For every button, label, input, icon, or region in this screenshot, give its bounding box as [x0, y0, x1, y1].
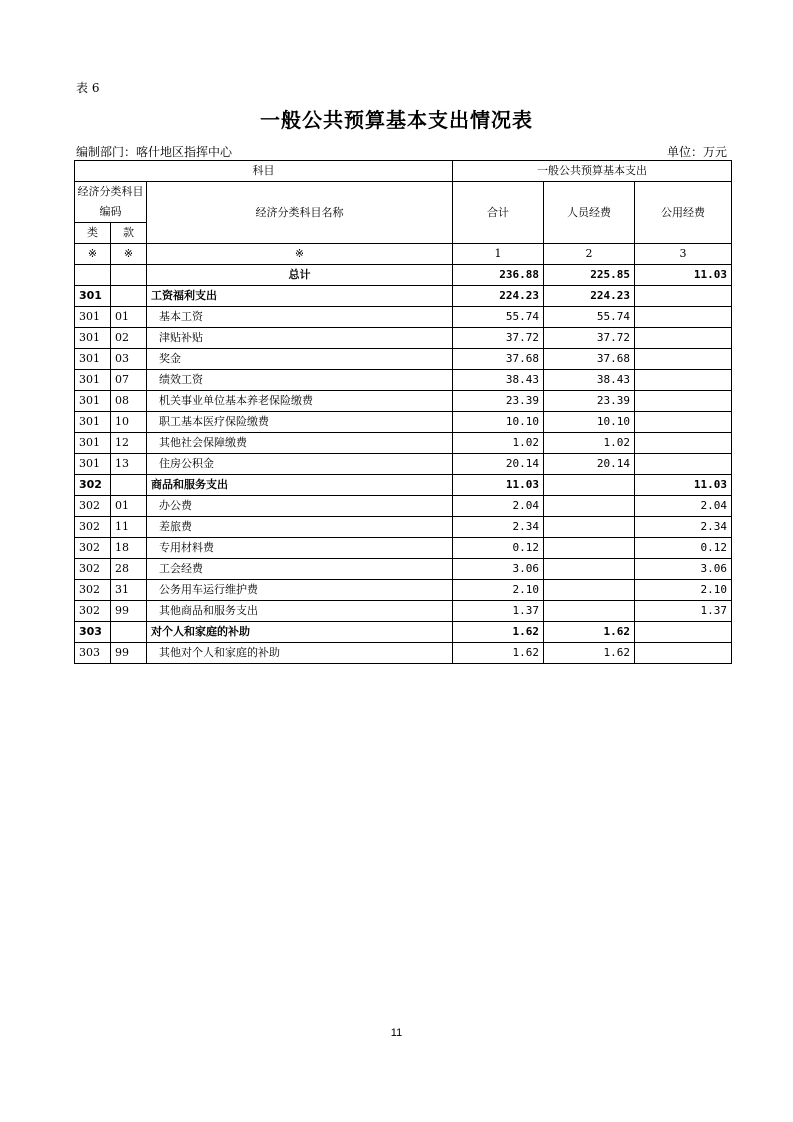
- cell-kuan: [111, 475, 147, 496]
- cell-lei: 303: [75, 622, 111, 643]
- cell-public: 1.37: [635, 601, 732, 622]
- cell-lei: 301: [75, 349, 111, 370]
- cell-total: 10.10: [453, 412, 544, 433]
- cell-total: 0.12: [453, 538, 544, 559]
- cell-total: 224.23: [453, 286, 544, 307]
- cell-lei: 302: [75, 580, 111, 601]
- header-econ-name: 经济分类科目名称: [147, 182, 453, 244]
- cell-name: 差旅费: [147, 517, 453, 538]
- header-personnel: 人员经费: [544, 182, 635, 244]
- total-personnel: 225.85: [544, 265, 635, 286]
- cell-public: [635, 349, 732, 370]
- cell-lei: 301: [75, 328, 111, 349]
- cell-personnel: 1.62: [544, 622, 635, 643]
- cell-public: [635, 643, 732, 664]
- mark-cell: ※: [75, 244, 111, 265]
- cell-name: 住房公积金: [147, 454, 453, 475]
- cell-kuan: [111, 622, 147, 643]
- total-label: 总计: [147, 265, 453, 286]
- header-subject: 科目: [75, 161, 453, 182]
- cell-personnel: 37.72: [544, 328, 635, 349]
- cell-name: 绩效工资: [147, 370, 453, 391]
- cell-name: 其他商品和服务支出: [147, 601, 453, 622]
- cell-public: [635, 370, 732, 391]
- cell-public: [635, 433, 732, 454]
- cell-personnel: 1.62: [544, 643, 635, 664]
- cell-name: 职工基本医疗保险缴费: [147, 412, 453, 433]
- cell-kuan: 03: [111, 349, 147, 370]
- cell-lei: 302: [75, 601, 111, 622]
- table-row: [75, 580, 732, 601]
- cell-lei: 302: [75, 538, 111, 559]
- table-row: [75, 433, 732, 454]
- cell-personnel: 38.43: [544, 370, 635, 391]
- col-index-1: 1: [453, 244, 544, 265]
- cell-kuan: 13: [111, 454, 147, 475]
- table-row: [75, 559, 732, 580]
- cell-personnel: [544, 496, 635, 517]
- cell-kuan: 99: [111, 601, 147, 622]
- cell-total: 1.62: [453, 622, 544, 643]
- cell-public: [635, 328, 732, 349]
- page-number: 11: [390, 1027, 403, 1039]
- cell-total: 20.14: [453, 454, 544, 475]
- header-budget-basic: 一般公共预算基本支出: [453, 161, 732, 182]
- cell-total: 2.34: [453, 517, 544, 538]
- cell-name: 工资福利支出: [147, 286, 453, 307]
- table-row: [75, 601, 732, 622]
- table-row: [75, 286, 732, 307]
- cell-personnel: [544, 517, 635, 538]
- cell-total: 1.62: [453, 643, 544, 664]
- header-public: 公用经费: [635, 182, 732, 244]
- cell-personnel: [544, 538, 635, 559]
- cell-public: [635, 622, 732, 643]
- cell-lei: 301: [75, 391, 111, 412]
- unit-label: 单位：万元: [666, 145, 727, 159]
- mark-cell: ※: [147, 244, 453, 265]
- cell-public: 2.34: [635, 517, 732, 538]
- cell-total: 3.06: [453, 559, 544, 580]
- cell-name: 对个人和家庭的补助: [147, 622, 453, 643]
- cell-personnel: 55.74: [544, 307, 635, 328]
- cell-name: 奖金: [147, 349, 453, 370]
- cell-public: 0.12: [635, 538, 732, 559]
- cell-kuan: 12: [111, 433, 147, 454]
- cell-lei: 301: [75, 454, 111, 475]
- cell-public: 3.06: [635, 559, 732, 580]
- cell-public: 2.04: [635, 496, 732, 517]
- header-row-4: [75, 244, 732, 265]
- cell-total: 2.10: [453, 580, 544, 601]
- cell-personnel: 224.23: [544, 286, 635, 307]
- mark-cell: ※: [111, 244, 147, 265]
- cell-kuan: 18: [111, 538, 147, 559]
- header-row-2: [75, 182, 732, 223]
- cell-public: 2.10: [635, 580, 732, 601]
- budget-table: [74, 160, 732, 664]
- total-empty-cell: [75, 265, 111, 286]
- table-row: [75, 370, 732, 391]
- total-public: 11.03: [635, 265, 732, 286]
- header-econ-code: 经济分类科目编码: [75, 182, 147, 223]
- cell-public: [635, 307, 732, 328]
- table-row: [75, 454, 732, 475]
- cell-name: 专用材料费: [147, 538, 453, 559]
- header-total: 合计: [453, 182, 544, 244]
- table-row: [75, 349, 732, 370]
- cell-personnel: 37.68: [544, 349, 635, 370]
- cell-lei: 301: [75, 433, 111, 454]
- cell-public: [635, 391, 732, 412]
- cell-lei: 302: [75, 559, 111, 580]
- cell-personnel: 20.14: [544, 454, 635, 475]
- col-index-3: 3: [635, 244, 732, 265]
- cell-personnel: 23.39: [544, 391, 635, 412]
- cell-total: 37.72: [453, 328, 544, 349]
- cell-lei: 302: [75, 475, 111, 496]
- cell-total: 2.04: [453, 496, 544, 517]
- cell-name: 商品和服务支出: [147, 475, 453, 496]
- table-row: [75, 475, 732, 496]
- table-row: [75, 328, 732, 349]
- cell-name: 其他对个人和家庭的补助: [147, 643, 453, 664]
- cell-lei: 303: [75, 643, 111, 664]
- department-label: 编制部门：喀什地区指挥中心: [76, 145, 233, 159]
- cell-name: 公务用车运行维护费: [147, 580, 453, 601]
- cell-total: 11.03: [453, 475, 544, 496]
- cell-name: 基本工资: [147, 307, 453, 328]
- cell-lei: 302: [75, 517, 111, 538]
- cell-kuan: 02: [111, 328, 147, 349]
- cell-name: 工会经费: [147, 559, 453, 580]
- table-row: [75, 412, 732, 433]
- page-title: 一般公共预算基本支出情况表: [260, 108, 533, 132]
- cell-name: 津贴补贴: [147, 328, 453, 349]
- table-row: [75, 307, 732, 328]
- cell-kuan: 08: [111, 391, 147, 412]
- cell-name: 其他社会保障缴费: [147, 433, 453, 454]
- cell-public: [635, 454, 732, 475]
- cell-kuan: 28: [111, 559, 147, 580]
- total-row: [75, 265, 732, 286]
- cell-public: [635, 286, 732, 307]
- header-lei: 类: [75, 223, 111, 244]
- table-row: [75, 391, 732, 412]
- cell-total: 1.37: [453, 601, 544, 622]
- cell-personnel: [544, 475, 635, 496]
- cell-lei: 301: [75, 286, 111, 307]
- cell-total: 55.74: [453, 307, 544, 328]
- cell-lei: 302: [75, 496, 111, 517]
- cell-personnel: [544, 559, 635, 580]
- cell-kuan: [111, 286, 147, 307]
- cell-personnel: 10.10: [544, 412, 635, 433]
- cell-public: [635, 412, 732, 433]
- total-empty-cell: [111, 265, 147, 286]
- cell-kuan: 01: [111, 307, 147, 328]
- cell-name: 办公费: [147, 496, 453, 517]
- cell-kuan: 07: [111, 370, 147, 391]
- col-index-2: 2: [544, 244, 635, 265]
- cell-total: 37.68: [453, 349, 544, 370]
- cell-kuan: 10: [111, 412, 147, 433]
- cell-lei: 301: [75, 307, 111, 328]
- cell-personnel: 1.02: [544, 433, 635, 454]
- cell-kuan: 99: [111, 643, 147, 664]
- cell-public: 11.03: [635, 475, 732, 496]
- cell-personnel: [544, 601, 635, 622]
- header-row-1: [75, 161, 732, 182]
- cell-personnel: [544, 580, 635, 601]
- cell-total: 1.02: [453, 433, 544, 454]
- table-row: [75, 517, 732, 538]
- cell-lei: 301: [75, 412, 111, 433]
- table-row: [75, 538, 732, 559]
- cell-kuan: 31: [111, 580, 147, 601]
- total-amount: 236.88: [453, 265, 544, 286]
- cell-lei: 301: [75, 370, 111, 391]
- cell-total: 38.43: [453, 370, 544, 391]
- table-row: [75, 496, 732, 517]
- table-row: [75, 643, 732, 664]
- cell-total: 23.39: [453, 391, 544, 412]
- cell-kuan: 01: [111, 496, 147, 517]
- table-label: 表 6: [76, 81, 100, 95]
- cell-name: 机关事业单位基本养老保险缴费: [147, 391, 453, 412]
- header-kuan: 款: [111, 223, 147, 244]
- table-row: [75, 622, 732, 643]
- cell-kuan: 11: [111, 517, 147, 538]
